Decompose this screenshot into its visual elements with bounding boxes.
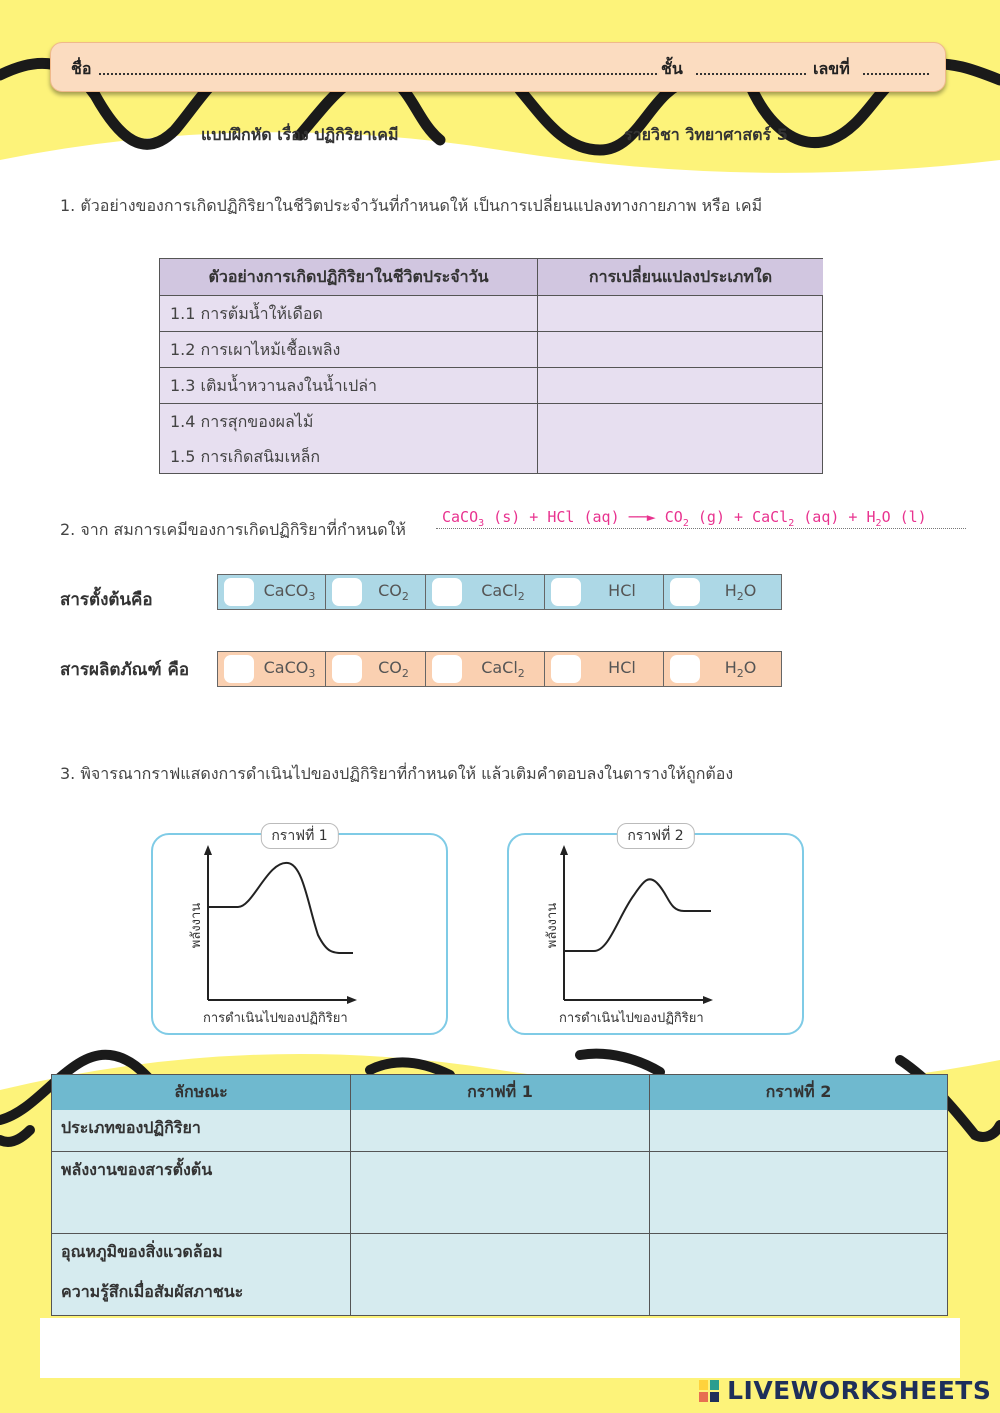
- q1-answer-4-5[interactable]: [540, 404, 822, 474]
- q3-row-surrounding-temp: อุณหภูมิของสิ่งแวดล้อม: [61, 1242, 223, 1261]
- liveworksheets-logo: [698, 1376, 991, 1404]
- checkbox[interactable]: [670, 655, 700, 683]
- graph-2: [507, 828, 804, 1035]
- q3-answer-g1-type[interactable]: [352, 1111, 648, 1151]
- q3-col-graph-1: กราฟที่ 1: [350, 1075, 650, 1110]
- student-info-bar: [50, 42, 946, 92]
- product-option-cacl2[interactable]: CaCl$_2$: [426, 652, 545, 686]
- graph-2-curve: [564, 879, 711, 951]
- q1-row-3: 1.3 เติมน้ำหวานลงในน้ำเปล่า: [170, 376, 378, 395]
- reactant-option-hcl[interactable]: HCl: [545, 575, 664, 609]
- class-field[interactable]: [696, 73, 806, 75]
- q1-table: [159, 258, 823, 474]
- product-option-caco3[interactable]: CaCO$_3$: [218, 652, 326, 686]
- products-label: สารผลิตภัณฑ์ คือ: [60, 660, 190, 680]
- class-label: ชั้น: [661, 59, 683, 78]
- question-2: 2. จาก สมการเคมีของการเกิดปฏิกิริยาที่กำหนดให้: [60, 520, 406, 539]
- graph-2-title: กราฟที่ 2: [616, 823, 694, 849]
- worksheet-title: แบบฝึกหัด เรื่อง ปฏิกิริยาเคมี: [201, 125, 399, 144]
- q3-col-graph-2: กราฟที่ 2: [650, 1075, 947, 1110]
- checkbox[interactable]: [224, 655, 254, 683]
- q1-answer-1[interactable]: [540, 297, 822, 330]
- product-option-hcl[interactable]: HCl: [545, 652, 664, 686]
- q3-row-container-feel: ความรู้สึกเมื่อสัมผัสภาชนะ: [61, 1282, 244, 1301]
- logo-icon: [698, 1379, 720, 1403]
- checkbox[interactable]: [551, 655, 581, 683]
- question-1: 1. ตัวอย่างของการเกิดปฏิกิริยาในชีวิตประจำวันที่กำหนดให้ เป็นการเปลี่ยนแปลงทางกายภาพ หรือ เคมี: [60, 196, 763, 215]
- name-field[interactable]: [99, 73, 657, 75]
- checkbox[interactable]: [332, 578, 362, 606]
- question-3: 3. พิจารณากราฟแสดงการดำเนินไปของปฏิกิริยาที่กำหนดให้ แล้วเติมคำตอบลงในตารางให้ถูกต้อง: [60, 764, 734, 783]
- graph-1-title: กราฟที่ 1: [260, 823, 338, 849]
- subject-label: รายวิชา วิทยาศาสตร์ 5: [624, 125, 788, 144]
- checkbox[interactable]: [432, 578, 462, 606]
- reactant-option-caco3[interactable]: CaCO$_3$: [218, 575, 326, 609]
- checkbox[interactable]: [432, 655, 462, 683]
- product-option-co2[interactable]: $CO_2$: [326, 652, 426, 686]
- reactant-choices: [217, 574, 782, 610]
- checkbox[interactable]: [224, 578, 254, 606]
- brand-name: LIVEWORKSHEETS: [727, 1376, 992, 1405]
- q1-row-5: 1.5 การเกิดสนิมเหล็ก: [170, 447, 321, 466]
- product-option-h2o[interactable]: $H_2O$: [664, 652, 781, 686]
- q3-row-reaction-type: ประเภทของปฏิกิริยา: [61, 1118, 201, 1137]
- graph-2-x-label: การดำเนินไปของปฏิกิริยา: [559, 1011, 704, 1026]
- reactant-option-h2o[interactable]: $H_2O$: [664, 575, 781, 609]
- q3-table: [51, 1074, 948, 1316]
- reaction-arrow: ──►: [628, 508, 656, 526]
- checkbox[interactable]: [332, 655, 362, 683]
- product-choices: [217, 651, 782, 687]
- number-label: เลขที่: [813, 59, 850, 78]
- q1-row-1: 1.1 การต้มน้ำให้เดือด: [170, 304, 323, 323]
- graph-1-curve: [208, 863, 353, 953]
- reactants-label: สารตั้งต้นคือ: [60, 590, 153, 610]
- q1-row-2: 1.2 การเผาไหม้เชื้อเพลิง: [170, 340, 341, 359]
- checkbox[interactable]: [551, 578, 581, 606]
- q3-answer-g1-energy[interactable]: [352, 1152, 648, 1232]
- name-label: ชื่อ: [71, 59, 92, 78]
- q1-row-4: 1.4 การสุกของผลไม้: [170, 412, 314, 431]
- q3-answer-g2-temp-feel[interactable]: [651, 1234, 947, 1315]
- q3-answer-g2-type[interactable]: [651, 1111, 947, 1151]
- graph-1: [151, 828, 448, 1035]
- reactant-option-co2[interactable]: $CO_2$: [326, 575, 426, 609]
- graph-1-y-label: พลังงาน: [189, 902, 205, 949]
- q1-col-example: ตัวอย่างการเกิดปฏิกิริยาในชีวิตประจำวัน: [160, 259, 537, 296]
- q1-answer-2[interactable]: [540, 332, 822, 366]
- q3-col-feature: ลักษณะ: [52, 1075, 350, 1110]
- reactant-option-cacl2[interactable]: CaCl$_2$: [426, 575, 545, 609]
- graph-1-x-label: การดำเนินไปของปฏิกิริยา: [203, 1011, 348, 1026]
- checkbox[interactable]: [670, 578, 700, 606]
- number-field[interactable]: [863, 73, 929, 75]
- q1-answer-3[interactable]: [540, 368, 822, 402]
- graph-2-y-label: พลังงาน: [545, 902, 561, 949]
- q3-answer-g2-energy[interactable]: [651, 1152, 947, 1232]
- q3-row-reactant-energy: พลังงานของสารตั้งต้น: [61, 1160, 213, 1179]
- chemical-equation: CaCO$_3$ (s) + HCl (aq) ──► $CO_2$ (g) + CaCl$_2$ $(aq) + H_2O$ (l): [442, 508, 927, 529]
- q3-answer-g1-temp-feel[interactable]: [352, 1234, 648, 1315]
- q1-col-type: การเปลี่ยนแปลงประเภทใด: [538, 259, 823, 296]
